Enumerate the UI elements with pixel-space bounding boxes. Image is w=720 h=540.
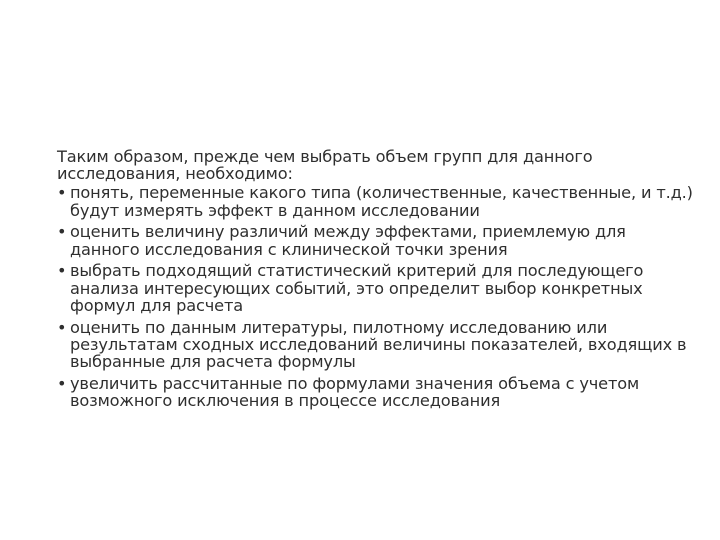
bullet-list (57, 184, 697, 409)
bullet-item (57, 184, 697, 218)
bullet-dot-icon: • (57, 373, 67, 393)
slide-text-block (57, 148, 697, 414)
bullet-dot-icon: • (57, 222, 67, 242)
intro-paragraph: Таким образом, прежде чем выбрать объем групп для данного исследования, необходимо: (57, 147, 593, 184)
bullet-item (57, 319, 697, 371)
bullet-text: оценить по данным литературы, пилотному исследованию или результатам сходных исследований величины показателей, входящих в выбранные для расчета формулы (70, 317, 687, 372)
bullet-dot-icon: • (57, 317, 67, 337)
bullet-dot-icon: • (57, 261, 67, 281)
bullet-text: увеличить рассчитанные по формулами значения объема с учетом возможного исключения в процессе исследования (70, 373, 640, 411)
bullet-item (57, 223, 697, 257)
bullet-dot-icon: • (57, 183, 67, 203)
bullet-text: выбрать подходящий статистический критерий для последующего анализа интересующих событий, это определит выбор конкретных формул для расчета (70, 261, 644, 315)
bullet-text: оценить величину различий между эффектами, приемлемую для данного исследования с клинической точки зрения (70, 222, 626, 259)
bullet-item (57, 375, 697, 409)
bullet-text: понять, переменные какого типа (количественные, качественные, и т.д.) будут измерять эффект в данном исследовании (70, 183, 693, 220)
bullet-item (57, 262, 697, 314)
